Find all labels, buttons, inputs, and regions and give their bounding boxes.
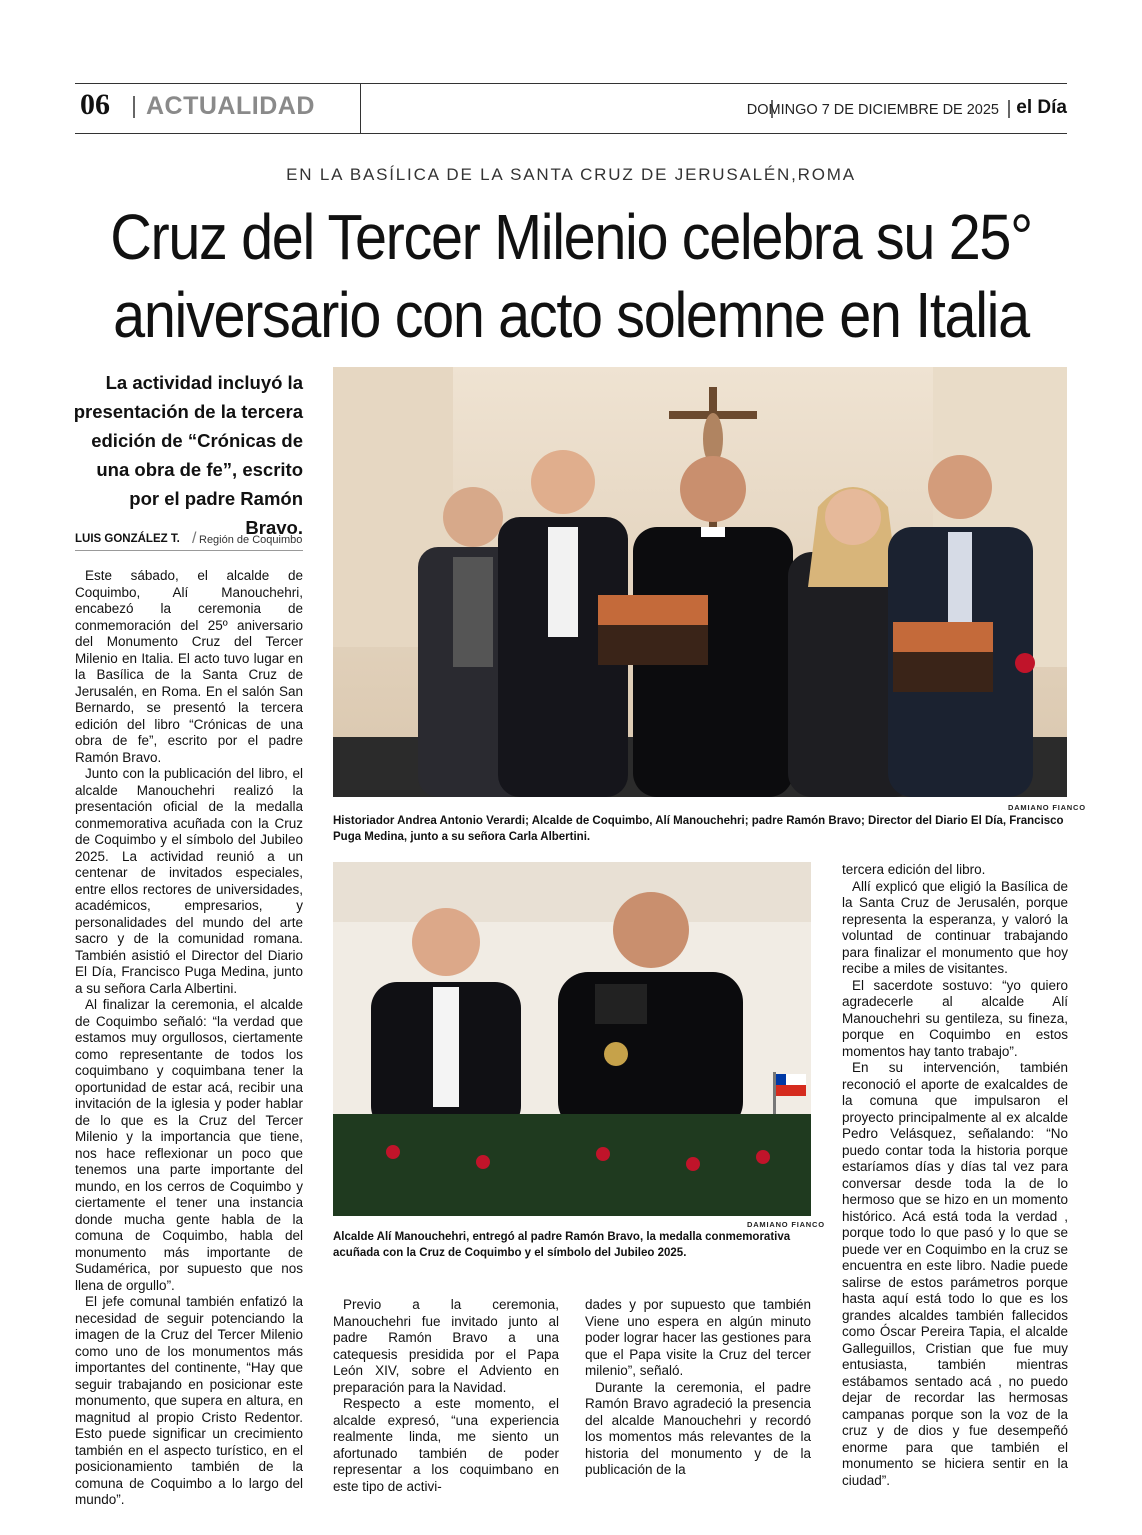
author-name: LUIS GONZÁLEZ T. bbox=[75, 533, 180, 545]
body-paragraph: Al finalizar la ceremonia, el alcalde de Coquimbo señaló: “la verdad que estamos muy orgullosos, ciertamente como representante de todos los coquimbano y coquimbana tener la oportunidad de estar acá, recibir una invitación de la iglesia y poder hablar de lo que es la Cruz del Tercer Milenio y la importancia que tiene, nos hace reflexionar un poco que tenemos una parte importante del mundo, en los cerros de Coquimbo y ciertamente el tener una instancia donde mucha gente habla de la comuna de Coquimbo, habla del monumento más importante de Sudamérica, por supuesto que nos llena de orgullo”. bbox=[75, 997, 303, 1293]
byline bbox=[75, 530, 303, 551]
photo-caption: Alcalde Alí Manouchehri, entregó al padre Ramón Bravo, la medalla conmemorativa acuñada con la Cruz de Coquimbo y el símbolo del Jubileo 2025. bbox=[333, 1231, 791, 1259]
body-paragraph: Junto con la publicación del libro, el alcalde Manouchehri realizó la presentación oficial de la medalla conmemorativa acuñada con la Cruz de Coquimbo y el símbolo del Jubileo 2025. La actividad reunió a un centenar de invitados especiales, entre ellos rectores de universidades, académicos, empresarios, y personalidades del mundo del arte sacro y de la comunidad romana. También asistió el Director del Diario El Día, Francisco Puga Medina, junto a su señora Carla Albertini. bbox=[75, 766, 303, 996]
body-paragraph: tercera edición del libro. bbox=[842, 862, 986, 877]
body-paragraph: dades y por supuesto que también Viene uno espera en algún minuto poder lograr hacer las gestiones para que el Papa visite la Cruz del tercer milenio”, señaló. bbox=[585, 1297, 811, 1378]
standfirst-line: presentación de la tercera bbox=[73, 401, 303, 422]
header-divider bbox=[360, 83, 361, 133]
page-number: 06 bbox=[80, 88, 110, 121]
headline-line: aniversario con acto solemne en Italia bbox=[113, 279, 1029, 351]
section-title: ACTUALIDAD bbox=[146, 92, 315, 120]
header-pipe bbox=[133, 96, 135, 118]
body-paragraph: Respecto a este momento, el alcalde expresó, “una experiencia realmente linda, me siento un afortunado también de poder representar a los coquimbano en este tipo de activi- bbox=[333, 1396, 559, 1494]
header-pipe bbox=[1008, 100, 1010, 118]
body-paragraph: En su intervención, también reconoció el aporte de exalcaldes de la comuna que impulsaron el proyecto principalmente al ex alcalde Pedro Velásquez, señalando: “No puedo contar toda la historia porque estaríamos días y días tal vez para conversar desde toda la de lo hermoso que se hizo en un momento histórico. Acá está toda la verdad , porque todo lo que pasó y lo que se puede ver en Coquimbo en la cruz se encuentra en este libro. Nadie puede salirse de estos parámetros porque hasta aquí está todo lo que es los grandes alcaldes también fallecidos como Óscar Pereira Tapia, el alcalde Galleguillos, Cristian que fue muy entusiasta, también mientras estábamos sentado acá , no puedo dejar de recordar las hermosas campanas porque son la voz de la cruz y de dios y fue desempeñó enorme para que también el monumento se hiciera sentir en la ciudad”. bbox=[842, 1060, 1068, 1488]
newspaper-logo[interactable]: el Día bbox=[1016, 97, 1067, 118]
body-column-1 bbox=[75, 568, 303, 1509]
headline bbox=[93, 198, 1049, 354]
body-paragraph: El jefe comunal también enfatizó la necesidad de seguir potenciando la imagen de la Cruz del Tercer Milenio como uno de los monumentos más importantes del continente, “Hay que seguir trabajando en posicionar este monumento, que supera en altura, en magnitud al propio Cristo Redentor. Esto puede significar un crecimiento también en el aspecto turístico, en el posicionamiento también de la comuna de Coquimbo a lo largo del mundo”. bbox=[75, 1294, 303, 1507]
kicker: EN LA BASÍLICA DE LA SANTA CRUZ DE JERUSALÉN,ROMA bbox=[286, 165, 856, 184]
body-column-3 bbox=[585, 1297, 811, 1479]
standfirst-line: una obra de fe”, escrito bbox=[96, 459, 303, 480]
body-paragraph: El sacerdote sostuvo: “yo quiero agradecerle al alcalde Alí Manouchehri su gentileza, su fineza, porque en Coquimbo en estos momentos hay tanto trabajo”. bbox=[842, 977, 1068, 1059]
body-column-2 bbox=[333, 1297, 559, 1495]
header-rule-bottom bbox=[75, 133, 1067, 134]
second-photo bbox=[333, 862, 811, 1216]
photo-credit: DAMIANO FIANCO bbox=[747, 1220, 825, 1229]
byline-separator: / bbox=[192, 530, 197, 547]
headline-line: Cruz del Tercer Milenio celebra su 25° bbox=[110, 201, 1032, 273]
body-paragraph: Este sábado, el alcalde de Coquimbo, Alí Manouchehri, encabezó la ceremonia de conmemoración del 25º aniversario del Monumento Cruz del Tercer Milenio en Italia. El acto tuvo lugar en la Basílica de la Santa Cruz de Jerusalén, en Roma. En el salón San Bernardo, se presentó la tercera edición del libro “Crónicas de una obra de fe”, escrito por el padre Ramón Bravo. bbox=[75, 568, 303, 765]
issue-date: DOMINGO 7 DE DICIEMBRE DE 2025 bbox=[746, 102, 999, 118]
main-photo bbox=[333, 367, 1067, 797]
standfirst bbox=[70, 368, 303, 542]
photo-caption: Historiador Andrea Antonio Verardi; Alcalde de Coquimbo, Alí Manouchehri; padre Ramón Bravo; Director del Diario El Día, Francisco Puga Medina, junto a su señora Carla Albertini. bbox=[333, 815, 1064, 843]
photo-credit: DAMIANO FIANCO bbox=[1008, 803, 1086, 812]
body-paragraph: Allí explicó que eligió la Basílica de la Santa Cruz de Jerusalén, porque representa la esperanza, y valoró la voluntad de continuar trabajando para finalizar el monumento que hoy recibe a miles de visitantes. bbox=[842, 878, 1068, 976]
standfirst-line: La actividad incluyó la bbox=[105, 372, 303, 393]
standfirst-line: por el padre Ramón Bravo. bbox=[129, 488, 303, 538]
second-photo-illustration bbox=[333, 862, 811, 1216]
header-rule-top bbox=[75, 83, 1067, 84]
body-column-4 bbox=[842, 862, 1068, 1489]
body-paragraph: Durante la ceremonia, el padre Ramón Bravo agradeció la presencia del alcalde Manouchehri y recordó los momentos más relevantes de la historia del monumento y de la publicación de la bbox=[585, 1379, 811, 1477]
main-photo-illustration bbox=[333, 367, 1067, 797]
author-region: Región de Coquimbo bbox=[199, 534, 303, 546]
standfirst-line: edición de “Crónicas de bbox=[91, 430, 303, 451]
body-paragraph: Previo a la ceremonia, Manouchehri fue invitado junto al padre Ramón Bravo a una catequesis presidida por el Papa León XIV, sobre el Adviento en preparación para la Navidad. bbox=[333, 1297, 559, 1395]
